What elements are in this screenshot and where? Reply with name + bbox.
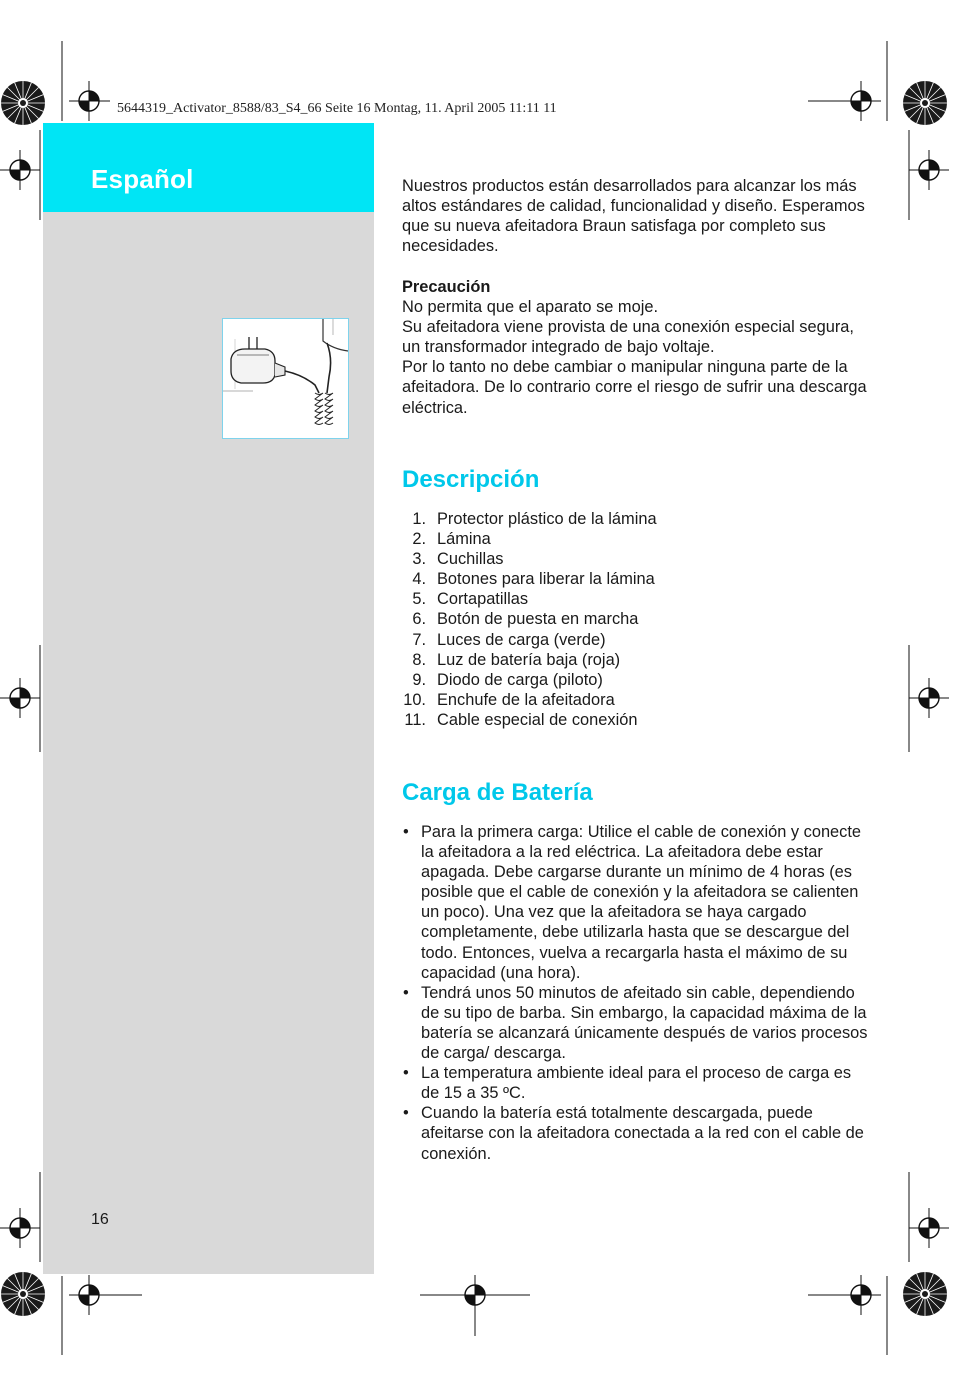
item-number: 5. — [412, 590, 426, 609]
item-number: 8. — [412, 650, 426, 669]
item-text: Cable especial de conexión — [437, 710, 638, 729]
item-text: Botones para liberar la lámina — [437, 570, 655, 589]
item-text: Protector plástico de la lámina — [437, 510, 657, 528]
print-slug: 5644319_Activator_8588/83_S4_66 Seite 16 Montag, 11. April 2005 11:11 11 — [117, 101, 557, 116]
item-number: 4. — [412, 570, 426, 589]
item-text: Lámina — [437, 530, 491, 549]
item-number: 10. — [403, 690, 426, 709]
item-text: Botón de puesta en marcha — [437, 610, 639, 629]
caution-heading: Precaución — [402, 278, 491, 296]
item-text: Enchufe de la afeitadora — [437, 690, 615, 709]
item-text: Luces de carga (verde) — [437, 630, 606, 649]
item-text: Cortapatillas — [437, 590, 529, 609]
item-number: 3. — [412, 550, 426, 569]
bullet-item: • La temperatura ambiente ideal para el proceso de carga es de 15 a 35 ºC. — [402, 1063, 872, 1103]
item-number: 6. — [412, 610, 426, 629]
caution-line: Su afeitadora viene provista de una conexión especial segura, un transformador integrado de bajo voltaje. — [402, 318, 854, 357]
item-text: Cuchillas — [437, 550, 504, 569]
intro-text: Nuestros productos están desarrollados para alcanzar los más altos estándares de calidad, funcionalidad y diseño. Esperamos que su nueva afeitadora Braun satisfaga por completo sus necesidades. — [402, 177, 865, 256]
item-number: 11. — [404, 710, 426, 729]
description-heading: Descripción — [402, 466, 540, 493]
bullet-item: • Tendrá unos 50 minutos de afeitado sin cable, dependiendo de su tipo de barba. Sin embargo, la capacidad máxima de la batería se alcanzará únicamente después de varios procesos de carga/ descarga. — [402, 983, 872, 1063]
item-number: 2. — [412, 530, 426, 549]
page-number: 16 — [91, 1211, 109, 1228]
charging-heading: Carga de Batería — [402, 779, 593, 806]
item-number: 9. — [412, 670, 426, 689]
language-title: Español — [91, 164, 194, 194]
item-text: Diodo de carga (piloto) — [437, 670, 603, 689]
item-number: 1. — [412, 510, 426, 528]
caution-line: No permita que el aparato se moje. — [402, 298, 659, 317]
item-text: Luz de batería baja (roja) — [437, 650, 621, 669]
bullet-item: • Para la primera carga: Utilice el cable de conexión y conecte la afeitadora a la red eléctrica. La afeitadora debe estar apagada. Debe cargarse durante un mínimo de 4 horas (es posible que el cable de conexión y la afeitadora se calienten un poco). Una vez que la afeitadora se haya cargado completamente, debe utilizarla hasta que se descargue del todo. Entonces, vuelva a recargarla hasta el máximo de su capacidad (una hora). — [402, 822, 872, 983]
item-number: 7. — [412, 630, 426, 649]
bullet-item: • Cuando la batería está totalmente descargada, puede afeitarse con la afeitadora conectada a la red con el cable de conexión. — [402, 1103, 872, 1163]
caution-line: Por lo tanto no debe cambiar o manipular ninguna parte de la afeitadora. De lo contrario corre el riesgo de sufrir una descarga eléctrica. — [402, 358, 867, 417]
